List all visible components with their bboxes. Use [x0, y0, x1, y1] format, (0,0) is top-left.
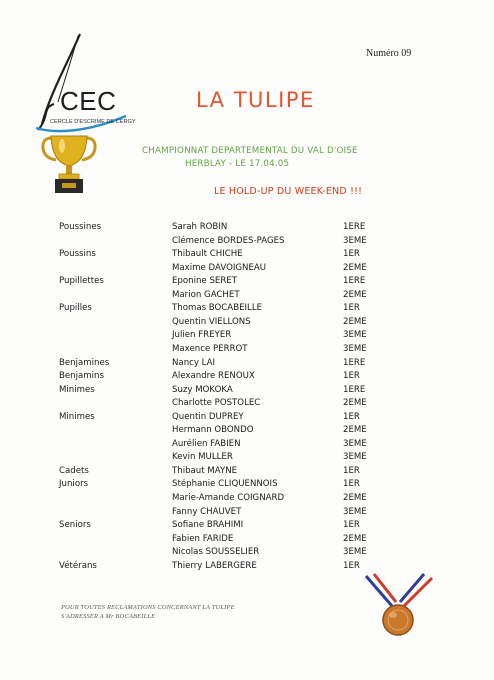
result-row: [0, 344, 494, 357]
result-category: Cadets: [59, 465, 89, 476]
result-place: 3EME: [343, 438, 367, 449]
result-place: 3EME: [343, 452, 367, 463]
result-athlete-name: Marion GACHET: [172, 289, 240, 300]
result-row: [0, 263, 494, 276]
result-category: Minimes: [59, 411, 95, 422]
result-row: [0, 507, 494, 520]
result-athlete-name: Marie-Amande COIGNARD: [172, 493, 285, 503]
result-athlete-name: Eponine SERET: [172, 276, 237, 287]
result-place: 1ER: [343, 303, 360, 314]
result-category: Juniors: [59, 479, 89, 490]
headline: LE HOLD-UP DU WEEK-END !!!: [214, 186, 363, 197]
issue-number: Numéro 09: [366, 48, 412, 59]
event-title: CHAMPIONNAT DEPARTEMENTAL DU VAL D'OISE: [142, 146, 358, 156]
result-athlete-name: Thibaut MAYNE: [172, 465, 238, 476]
result-athlete-name: Julien FREYER: [172, 330, 232, 341]
result-place: 1ER: [343, 560, 360, 571]
trophy-icon: [40, 132, 98, 196]
result-row: [0, 317, 494, 330]
result-place: 3EME: [343, 235, 367, 246]
result-category: Poussines: [59, 222, 102, 232]
result-category: Minimes: [59, 384, 95, 395]
result-athlete-name: Quentin VIELLONS: [172, 316, 251, 327]
result-athlete-name: Fanny CHAUVET: [172, 506, 242, 517]
result-place: 3EME: [343, 330, 367, 341]
result-athlete-name: Kevin MULLER: [172, 452, 233, 463]
result-place: 1ER: [343, 520, 360, 531]
logo-subtitle: CERCLE D'ESCRIME DE CERGY: [50, 119, 136, 125]
result-place: 1ERE: [343, 222, 366, 232]
result-athlete-name: Sarah ROBIN: [172, 222, 228, 232]
result-row: [0, 534, 494, 547]
result-athlete-name: Quentin DUPREY: [172, 411, 244, 422]
result-row: [0, 439, 494, 452]
result-row: [0, 276, 494, 289]
result-category: Seniors: [59, 520, 91, 531]
result-category: Poussins: [59, 249, 96, 260]
result-row: [0, 466, 494, 479]
result-athlete-name: Charlotte POSTOLEC: [172, 398, 261, 409]
result-place: 2EME: [343, 533, 367, 544]
result-row: [0, 303, 494, 316]
result-row: [0, 371, 494, 384]
result-place: 2EME: [343, 316, 367, 327]
footer-note-line1: POUR TOUTES RECLAMATIONS CONCERNANT LA TULIPE: [61, 604, 235, 611]
result-athlete-name: Maxence PERROT: [172, 343, 248, 354]
event-location-date: HERBLAY - LE 17.04.05: [185, 159, 290, 169]
result-row: [0, 412, 494, 425]
medal-icon: [364, 572, 434, 638]
result-place: 1ERE: [343, 357, 366, 368]
result-athlete-name: Hermann OBONDO: [172, 425, 254, 436]
result-row: [0, 398, 494, 411]
result-category: Benjamines: [59, 357, 110, 368]
result-athlete-name: Sofiane BRAHIMI: [172, 520, 244, 531]
result-athlete-name: Alexandre RENOUX: [172, 371, 255, 382]
result-place: 1ER: [343, 371, 360, 382]
result-row: [0, 425, 494, 438]
result-row: [0, 330, 494, 343]
result-athlete-name: Thibault CHICHE: [172, 249, 243, 260]
result-place: 3EME: [343, 343, 367, 354]
result-place: 1ER: [343, 479, 360, 490]
result-place: 1ER: [343, 465, 360, 476]
result-row: [0, 385, 494, 398]
result-row: [0, 358, 494, 371]
result-athlete-name: Nicolas SOUSSELIER: [172, 547, 260, 558]
result-athlete-name: Thomas BOCABEILLE: [172, 303, 263, 314]
logo-text: CEC: [60, 86, 117, 116]
result-row: [0, 479, 494, 492]
result-row: [0, 520, 494, 533]
result-row: [0, 452, 494, 465]
result-category: Pupillettes: [59, 276, 104, 287]
result-place: 2EME: [343, 493, 367, 503]
result-athlete-name: Suzy MOKOKA: [172, 384, 233, 395]
result-place: 2EME: [343, 289, 367, 300]
result-place: 1ER: [343, 411, 360, 422]
result-athlete-name: Aurélien FABIEN: [172, 438, 241, 449]
result-category: Pupilles: [59, 303, 92, 314]
result-athlete-name: Maxime DAVOIGNEAU: [172, 262, 267, 273]
result-row: [0, 249, 494, 262]
result-athlete-name: Clémence BORDES-PAGES: [172, 235, 285, 246]
result-athlete-name: Stéphanie CLIQUENNOIS: [172, 479, 278, 490]
result-place: 2EME: [343, 262, 367, 273]
result-row: [0, 547, 494, 560]
result-category: Benjamins: [59, 371, 104, 382]
result-row: [0, 236, 494, 249]
result-place: 2EME: [343, 398, 367, 409]
result-athlete-name: Fabien FARIDE: [172, 533, 234, 544]
result-row: [0, 493, 494, 506]
result-place: 2EME: [343, 425, 367, 436]
result-place: 3EME: [343, 547, 367, 558]
result-athlete-name: Thierry LABERGERE: [172, 560, 257, 571]
result-place: 3EME: [343, 506, 367, 517]
result-row: [0, 222, 494, 235]
result-row: [0, 290, 494, 303]
result-place: 1ERE: [343, 384, 366, 395]
footer-note-line2: S'ADRESSER A Mr BOCABEILLE: [61, 613, 156, 620]
page-title: LA TULIPE: [196, 88, 315, 112]
result-place: 1ERE: [343, 276, 366, 287]
result-athlete-name: Nancy LAI: [172, 357, 216, 368]
result-place: 1ER: [343, 249, 360, 260]
result-category: Vétérans: [59, 560, 97, 571]
